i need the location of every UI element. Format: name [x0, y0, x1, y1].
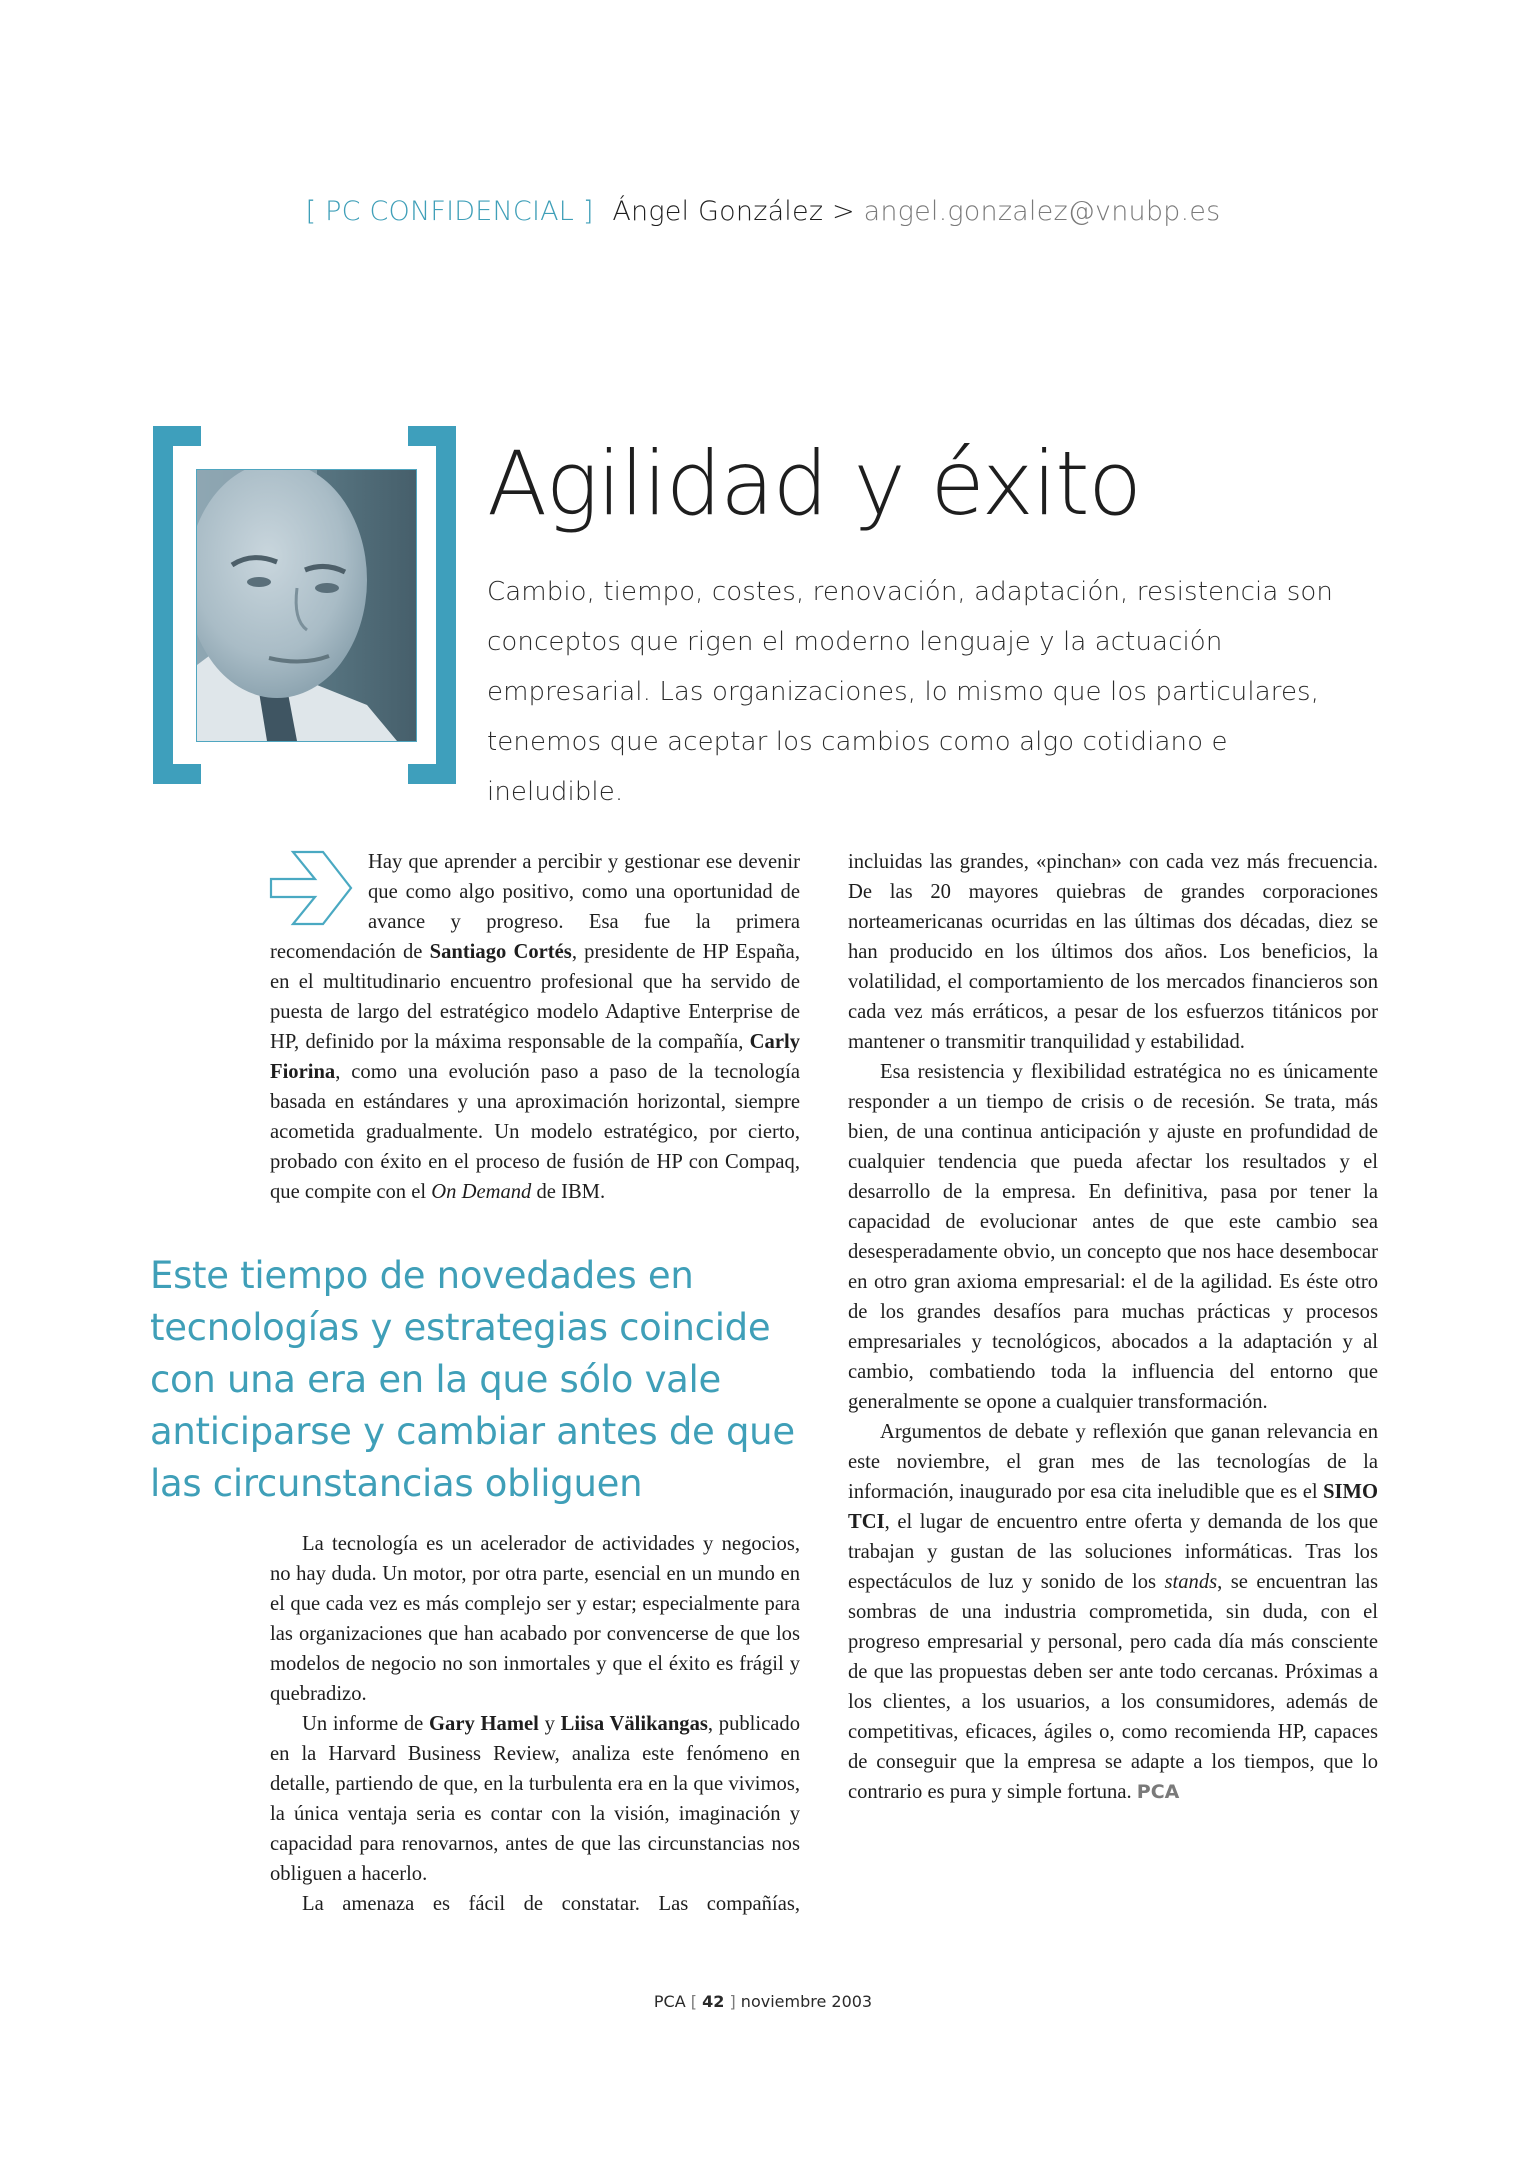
paragraph: Argumentos de debate y reflexión que ganan relevancia en este noviembre, el gran mes de las tecnologías de la información, inaugurado por esa cita ineludible que es el SIMO TCI, el lugar de encuentro entre oferta y demanda de los que trabajan y gustan de las soluciones informáticas. Tras los espectáculos de luz y sonido de los stands, se encuentran las sombras de una industria comprometida, sin duda, con el progreso empresarial y personal, pero cada día más consciente de que las propuestas deben ser ante todo cercanas. Próximas a los clientes, a los usuarios, a los consumidores, además de competitivas, eficaces, ágiles o, como recomienda HP, capaces de conseguir que la empresa se adapte a los tiempos, que lo contrario es pura y simple fortuna. PCA [848, 1421, 1378, 1803]
column-1-bottom [270, 1529, 800, 1919]
paragraph: Un informe de Gary Hamel y Liisa Välikangas, publicado en la Harvard Business Review, analiza este fenómeno en detalle, partiendo de que, en la turbulenta era en la que vivimos, la única ventaja seria es contar con la visión, imaginación y capacidad para renovarnos, antes de que las circunstancias nos obliguen a hacerlo. [270, 1713, 800, 1885]
author-email: angel.gonzalez@vnubp.es [863, 196, 1221, 227]
paragraph: incluidas las grandes, «pinchan» con cada vez más frecuencia. De las 20 mayores quiebras de grandes corporaciones norteamericanas ocurridas en las últimas dos décadas, diez se han producido en los últimos dos años. Los beneficios, la volatilidad, el comportamiento de los mercados financieros son cada vez más erráticos, a pesar de los esfuerzos titánicos por mantener o transmitir tranquilidad y estabilidad. [848, 851, 1378, 1053]
column-2 [848, 847, 1378, 1807]
paragraph: La tecnología es un acelerador de actividades y negocios, no hay duda. Un motor, por otra parte, esencial en un mundo en el que cada vez es más complejo ser y estar; especialmente para las organizaciones que han acabado por convencerse de que los modelos de negocio no son inmortales y que el éxito es frágil y quebradizo. [270, 1533, 800, 1705]
event-name: SIMO TCI [848, 1481, 1378, 1533]
person-name: Santiago Cortés [429, 941, 572, 963]
left-bracket-decoration [153, 426, 201, 784]
paragraph: Esa resistencia y flexibilidad estratégica no es únicamente responder a un tiempo de crisis o de recesión. Se trata, más bien, de una continua anticipación y ajuste en profundidad de cualquier tendencia que pueda afectar los resultados y el desarrollo de la empresa. En definitiva, pasa por tener la capacidad de evolucionar antes de que este cambio sea desesperadamente obvio, un concepto que nos hace desembocar en otro gran axioma empresarial: el de la agilidad. Es éste otro de los grandes desafíos para muchas prácticas y procesos empresariales y tecnológicos, abocados a la adaptación y al cambio, combatiendo toda la influencia del entorno que generalmente se opone a cualquier transformación. [848, 1061, 1378, 1413]
author-portrait [196, 469, 417, 742]
person-name: Gary Hamel [429, 1713, 539, 1735]
article-title: Agilidad y éxito [487, 432, 1141, 535]
pull-quote: Este tiempo de novedades en tecnologías y estrategias coincide con una era en la que sólo vale anticiparse y cambiar antes de que las circunstancias obliguen [150, 1254, 795, 1505]
product-name: On Demand [431, 1181, 532, 1203]
article-signoff: PCA [1136, 1781, 1180, 1803]
person-name: Carly Fiorina [270, 1031, 800, 1083]
article-lede: Cambio, tiempo, costes, renovación, adaptación, resistencia son conceptos que rigen el moderno lenguaje y la actuación empresarial. Las organizaciones, lo mismo que los particulares, tenemos que aceptar los cambios como algo cotidiano e ineludible. [487, 577, 1334, 807]
paragraph-intro: Hay que aprender a percibir y gestionar ese devenir que como algo positivo, como una oportunidad de avance y progreso. Esa fue la primera recomendación de Santiago Cortés, presidente de HP España, en el multitudinario encuentro profesional que ha servido de puesta de largo del estratégico modelo Adaptive Enterprise de HP, definido por la máxima responsable de la compañía, Carly Fiorina, como una evolución paso a paso de la tecnología basada en estándares y una aproximación horizontal, siempre acometida gradualmente. Un modelo estratégico, por cierto, probado con éxito en el proceso de fusión de HP con Compaq, que compite con el On Demand de IBM. [270, 851, 800, 1203]
page-footer: PCA [ 42 ] noviembre 2003 [653, 1992, 873, 2011]
page-number: 42 [702, 1992, 725, 2011]
issue-date: noviembre 2003 [740, 1992, 873, 2011]
column-1-top [270, 847, 800, 1207]
person-name: Liisa Välikangas [560, 1713, 708, 1735]
magazine-name: PCA [653, 1992, 686, 2011]
header-separator: > [832, 196, 855, 227]
author-name: Ángel González [612, 196, 824, 227]
page-header [0, 196, 1526, 227]
section-label: [ PC CONFIDENCIAL ] [305, 196, 594, 227]
paragraph: La amenaza es fácil de constatar. Las compañías, [302, 1893, 800, 1915]
arrow-right-icon [268, 849, 368, 931]
